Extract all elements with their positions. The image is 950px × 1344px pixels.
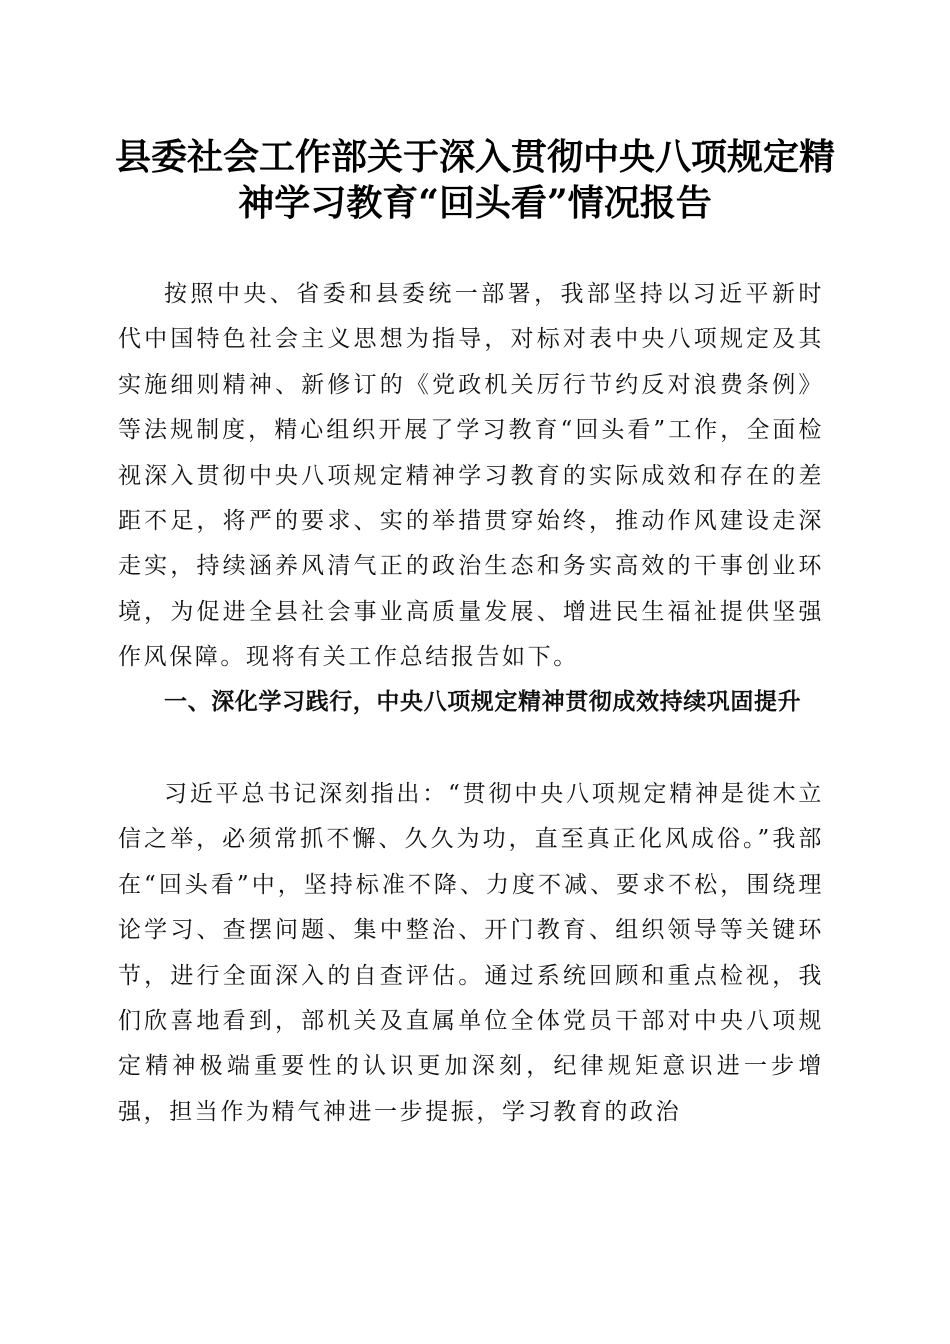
section-heading-1: 一、深化学习践行，中央八项规定精神贯彻成效持续巩固提升 (164, 689, 802, 715)
document-title (110, 134, 840, 226)
section-1-paragraph: 习近平总书记深刻指出：“贯彻中央八项规定精神是徙木立信之举，必须常抓不懈、久久为功，直至真正化风成俗。”我部在“回头看”中，坚持标准不降、力度不减、要求不松，围绕理论学习、查摆问题、集中整治、开门教育、组织领导等关键环节，进行全面深入的自查评估。通过系统回顾和重点检视，我们欣喜地看到，部机关及直属单位全体党员干部对中央八项规定精神极端重要性的认识更加深刻，纪律规矩意识进一步增强，担当作为精气神进一步提振，学习教育的政治 (118, 781, 824, 1125)
title-line-2: 神学习教育“回头看”情况报告 (238, 182, 712, 224)
intro-paragraph: 按照中央、省委和县委统一部署，我部坚持以习近平新时代中国特色社会主义思想为指导，对标对表中央八项规定及其实施细则精神、新修订的《党政机关厉行节约反对浪费条例》等法规制度，精心组织开展了学习教育“回头看”工作，全面检视深入贯彻中央八项规定精神学习教育的实际成效和存在的差距不足，将严的要求、实的举措贯穿始终，推动作风建设走深走实，持续涵养风清气正的政治生态和务实高效的干事创业环境，为促进全县社会事业高质量发展、增进民生福祉提供坚强作风保障。现将有关工作总结报告如下。 (118, 281, 824, 671)
title-line-1: 县委社会工作部关于深入贯彻中央八项规定精 (114, 136, 835, 178)
